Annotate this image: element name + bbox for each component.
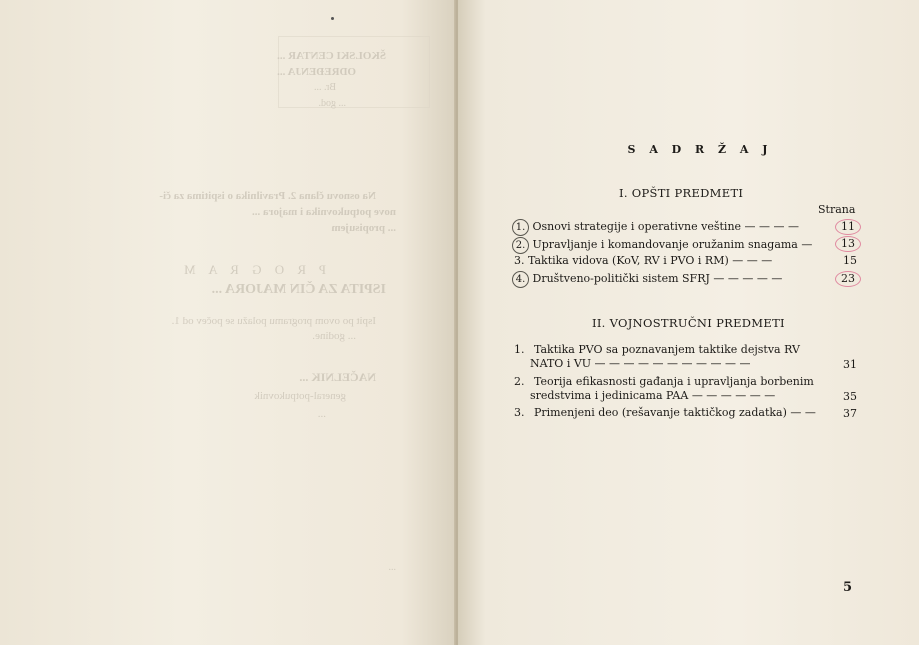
highlight-circle-mark: [835, 219, 861, 235]
bleed-line: general-potpukovnik: [254, 390, 346, 402]
bleed-line: ŠKOLSKI CENTAR ...: [277, 50, 386, 62]
toc-entry: [512, 219, 799, 236]
bleed-line: ... propisujem: [331, 222, 396, 234]
handwritten-circle-mark: 2.: [512, 237, 529, 254]
bleed-line: P R O G R A M: [179, 262, 326, 277]
bleed-line: ... god.: [318, 98, 346, 109]
page-number: 5: [843, 580, 853, 595]
bleed-line: Br. ...: [314, 82, 336, 93]
toc-page-number: 37: [843, 407, 857, 420]
toc-entry: [514, 343, 800, 356]
toc-entry-text: Taktika PVO sa poznavanjem taktike dejstva RV: [534, 343, 800, 356]
toc-entry-text: Osnovi strategije i operativne veštine — — — —: [532, 220, 800, 233]
bleed-line: ...: [317, 408, 326, 420]
section-heading: I. OPŠTI PREDMETI: [619, 186, 744, 200]
highlight-circle-mark: [835, 271, 861, 287]
section-heading: II. VOJNOSTRUČNI PREDMETI: [592, 316, 785, 330]
bleed-line: ODREĐENJA ...: [277, 66, 356, 78]
bleed-line: nove potpukovnika i majora ...: [252, 206, 396, 218]
handwritten-circle-mark: 4.: [512, 271, 529, 288]
toc-page-number: 13: [841, 237, 855, 250]
page-title: S A D R Ž A J: [627, 143, 773, 156]
bleed-line: ... godine.: [312, 330, 356, 342]
highlight-circle-mark: [835, 236, 861, 252]
toc-page-number: 35: [843, 390, 857, 403]
toc-entry: [514, 406, 816, 419]
toc-entry-text: Upravljanje i komandovanje oružanim snagama —: [532, 238, 813, 251]
toc-entry-text: Taktika vidova (KoV, RV i PVO i RM) — — —: [528, 254, 773, 267]
toc-page-number: 23: [841, 272, 855, 285]
toc-entry-number: 3.: [514, 254, 525, 267]
bleed-line: Na osnovu člana 2. Pravilnika o ispitima za či-: [159, 190, 376, 202]
bleed-line: ISPITA ZA ČIN MAJORA ...: [211, 282, 386, 297]
toc-entry-number: 2.: [514, 375, 525, 388]
toc-entry-number: 1.: [514, 343, 525, 356]
toc-entry: [512, 237, 812, 254]
handwritten-circle-mark: 1.: [512, 219, 529, 236]
toc-entry-continuation: sredstvima i jedinicama PAA — — — — — —: [530, 389, 776, 402]
toc-entry: [514, 375, 814, 388]
toc-page-number: 11: [841, 220, 855, 233]
bleed-line: ...: [388, 562, 396, 573]
bleed-line: Ispit po ovom programu polažu se počev od 1.: [171, 315, 376, 327]
toc-page-number: 31: [843, 358, 857, 371]
toc-entry-text: Teorija efikasnosti gađanja i upravljanja borbenim: [534, 375, 814, 388]
toc-entry-text: Primenjeni deo (rešavanje taktičkog zadatka) — —: [534, 406, 816, 419]
toc-entry-text: Društveno-politički sistem SFRJ — — — — —: [532, 272, 783, 285]
toc-entry-number: 3.: [514, 406, 525, 419]
page-column-label: Strana: [818, 203, 856, 216]
toc-entry: [514, 254, 772, 267]
bleed-line: NAČELNIK ...: [299, 370, 376, 384]
toc-entry: [512, 271, 782, 288]
toc-entry-continuation: NATO i VU — — — — — — — — — — —: [530, 357, 751, 370]
toc-page-number: 15: [843, 254, 857, 267]
